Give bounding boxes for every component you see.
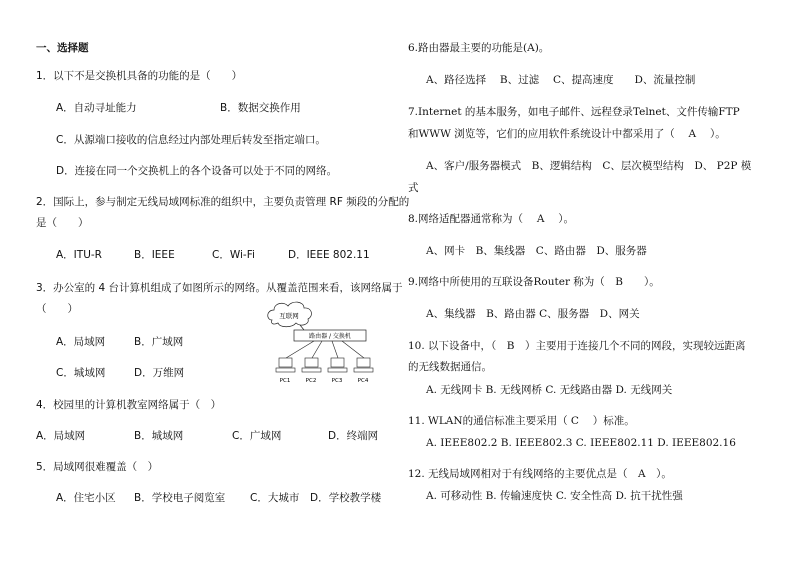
question-2-option-a: A．ITU-R [56, 249, 102, 261]
question-1-option-c: C．从源端口接收的信息经过内部处理后转发至指定端口。 [56, 134, 326, 146]
question-7-stem-line1: 7.Internet 的基本服务，如电子邮件、远程登录Telnet、文件传输FTP [408, 106, 740, 118]
question-5-stem: 5．局域网很难覆盖（ ） [36, 461, 159, 473]
question-10-stem-line2: 的无线数据通信。 [408, 361, 492, 373]
question-11-stem: 11. WLAN的通信标准主要采用（ C ）标准。 [408, 415, 635, 427]
question-6-options: A、路径选择 B、过滤 C、提高速度 D、流量控制 [426, 74, 696, 86]
pc4-icon [354, 358, 373, 372]
question-1-option-b: B．数据交换作用 [220, 102, 301, 114]
question-2-option-b: B．IEEE [134, 249, 175, 261]
question-9-stem: 9.网络中所使用的互联设备Router 称为（ B ）。 [408, 276, 660, 288]
pc3-label: PC3 [331, 378, 343, 384]
question-3-option-d: D．万维网 [134, 367, 185, 379]
question-4-option-d: D．终端网 [328, 430, 379, 442]
pc3-icon [328, 358, 347, 372]
question-5-option-b: B．学校电子阅览室 [134, 492, 226, 504]
question-4-option-c: C．广域网 [232, 430, 282, 442]
question-3-option-c: C．城域网 [56, 367, 106, 379]
question-5-option-c: C．大城市 [250, 492, 300, 504]
question-5-option-d: D．学校教学楼 [310, 492, 382, 504]
question-3-option-b: B．广域网 [134, 336, 184, 348]
cloud-label: 互联网 [279, 312, 299, 320]
question-3-option-a: A．局域网 [56, 336, 106, 348]
question-1-option-d: D．连接在同一个交换机上的各个设备可以处于不同的网络。 [56, 165, 338, 177]
question-4-option-a: A．局域网 [36, 430, 86, 442]
pc1-label: PC1 [279, 378, 291, 384]
question-7-options-line1: A、客户/服务器模式 B、逻辑结构 C、层次模型结构 D、 P2P 模 [426, 160, 752, 172]
question-10-options: A. 无线网卡 B. 无线网桥 C. 无线路由器 D. 无线网关 [426, 384, 673, 396]
pc2-label: PC2 [305, 378, 317, 384]
question-7-stem-line2: 和WWW 浏览等，它们的应用软件系统设计中都采用了（ A ）。 [408, 128, 726, 140]
question-5-option-a: A．住宅小区 [56, 492, 116, 504]
section-title: 一、选择题 [36, 42, 89, 54]
router-label: 路由器 / 交换机 [309, 333, 351, 340]
network-diagram [264, 298, 374, 390]
question-2-stem-line1: 2．国际上，参与制定无线局域网标准的组织中，主要负责管理 RF 频段的分配的 [36, 196, 410, 208]
question-10-stem-line1: 10. 以下设备中，（ B ）主要用于连接几个不同的网段，实现较远距离 [408, 340, 746, 352]
question-6-stem: 6.路由器最主要的功能是(A)。 [408, 42, 550, 54]
question-2-stem-line2: 是（ ） [36, 217, 89, 229]
question-3-stem-line2: （ ） [36, 303, 78, 315]
pc4-label: PC4 [357, 378, 369, 384]
question-11-options: A. IEEE802.2 B. IEEE802.3 C. IEEE802.11 D. IEEE802.16 [426, 437, 736, 449]
question-9-options: A、集线器 B、路由器 C、服务器 D、网关 [426, 308, 640, 320]
question-7-options-line2: 式 [408, 182, 419, 194]
question-12-options: A. 可移动性 B. 传输速度快 C. 安全性高 D. 抗干扰性强 [426, 490, 683, 502]
pc1-icon [276, 358, 295, 372]
question-1-option-a: A．自动寻址能力 [56, 102, 137, 114]
question-8-stem: 8.网络适配器通常称为（ A ）。 [408, 213, 575, 225]
pc2-icon [302, 358, 321, 372]
question-4-stem: 4．校园里的计算机教室网络属于（ ） [36, 399, 222, 411]
question-2-option-c: C．Wi-Fi [212, 249, 255, 261]
question-1-stem: 1．以下不是交换机具备的功能的是（ ） [36, 70, 243, 82]
question-12-stem: 12. 无线局域网相对于有线网络的主要优点是（ A ）。 [408, 468, 672, 480]
question-3-stem-line1: 3．办公室的 4 台计算机组成了如图所示的网络。从覆盖范围来看，该网络属于 [36, 282, 403, 294]
question-4-option-b: B．城域网 [134, 430, 184, 442]
question-2-option-d: D．IEEE 802.11 [288, 249, 370, 261]
question-8-options: A、网卡 B、集线器 C、路由器 D、服务器 [426, 245, 647, 257]
